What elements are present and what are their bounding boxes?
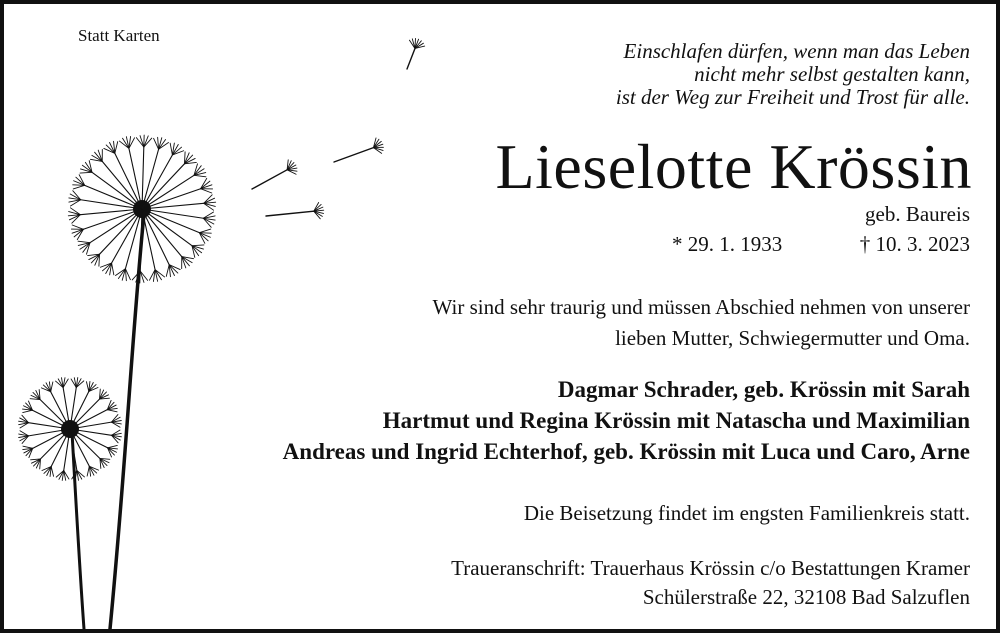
farewell-message bbox=[433, 292, 970, 354]
quote-line: ist der Weg zur Freiheit und Trost für alle. bbox=[615, 85, 970, 109]
mourner-family: Andreas und Ingrid Echterhof, geb. Krössin mit Luca und Caro, Arne bbox=[282, 439, 970, 464]
address-line: Schülerstraße 22, 32108 Bad Salzuflen bbox=[642, 585, 970, 609]
mourning-address bbox=[451, 554, 970, 612]
birth-date: * 29. 1. 1933 bbox=[672, 232, 783, 256]
deceased-name: Lieselotte Krössin bbox=[495, 131, 972, 202]
statt-karten-label: Statt Karten bbox=[78, 26, 160, 45]
burial-note: Die Beisetzung findet im engsten Familienkreis statt. bbox=[523, 501, 970, 525]
quote-line: Einschlafen dürfen, wenn man das Leben bbox=[623, 39, 970, 63]
message-line: Wir sind sehr traurig und müssen Abschied nehmen von unserer bbox=[432, 295, 970, 319]
message-line: lieben Mutter, Schwiegermutter und Oma. bbox=[615, 326, 970, 350]
address-line: Traueranschrift: Trauerhaus Krössin c/o Bestattungen Kramer bbox=[451, 556, 970, 580]
memorial-quote bbox=[616, 40, 970, 109]
dandelion-illustration-icon bbox=[4, 4, 434, 633]
death-date: † 10. 3. 2023 bbox=[859, 232, 970, 256]
maiden-name: geb. Baureis bbox=[865, 202, 970, 226]
mourner-family: Dagmar Schrader, geb. Krössin mit Sarah bbox=[557, 377, 970, 402]
mourners-list bbox=[283, 374, 970, 467]
quote-line: nicht mehr selbst gestalten kann, bbox=[694, 62, 970, 86]
mourner-family: Hartmut und Regina Krössin mit Natascha und Maximilian bbox=[382, 408, 970, 433]
